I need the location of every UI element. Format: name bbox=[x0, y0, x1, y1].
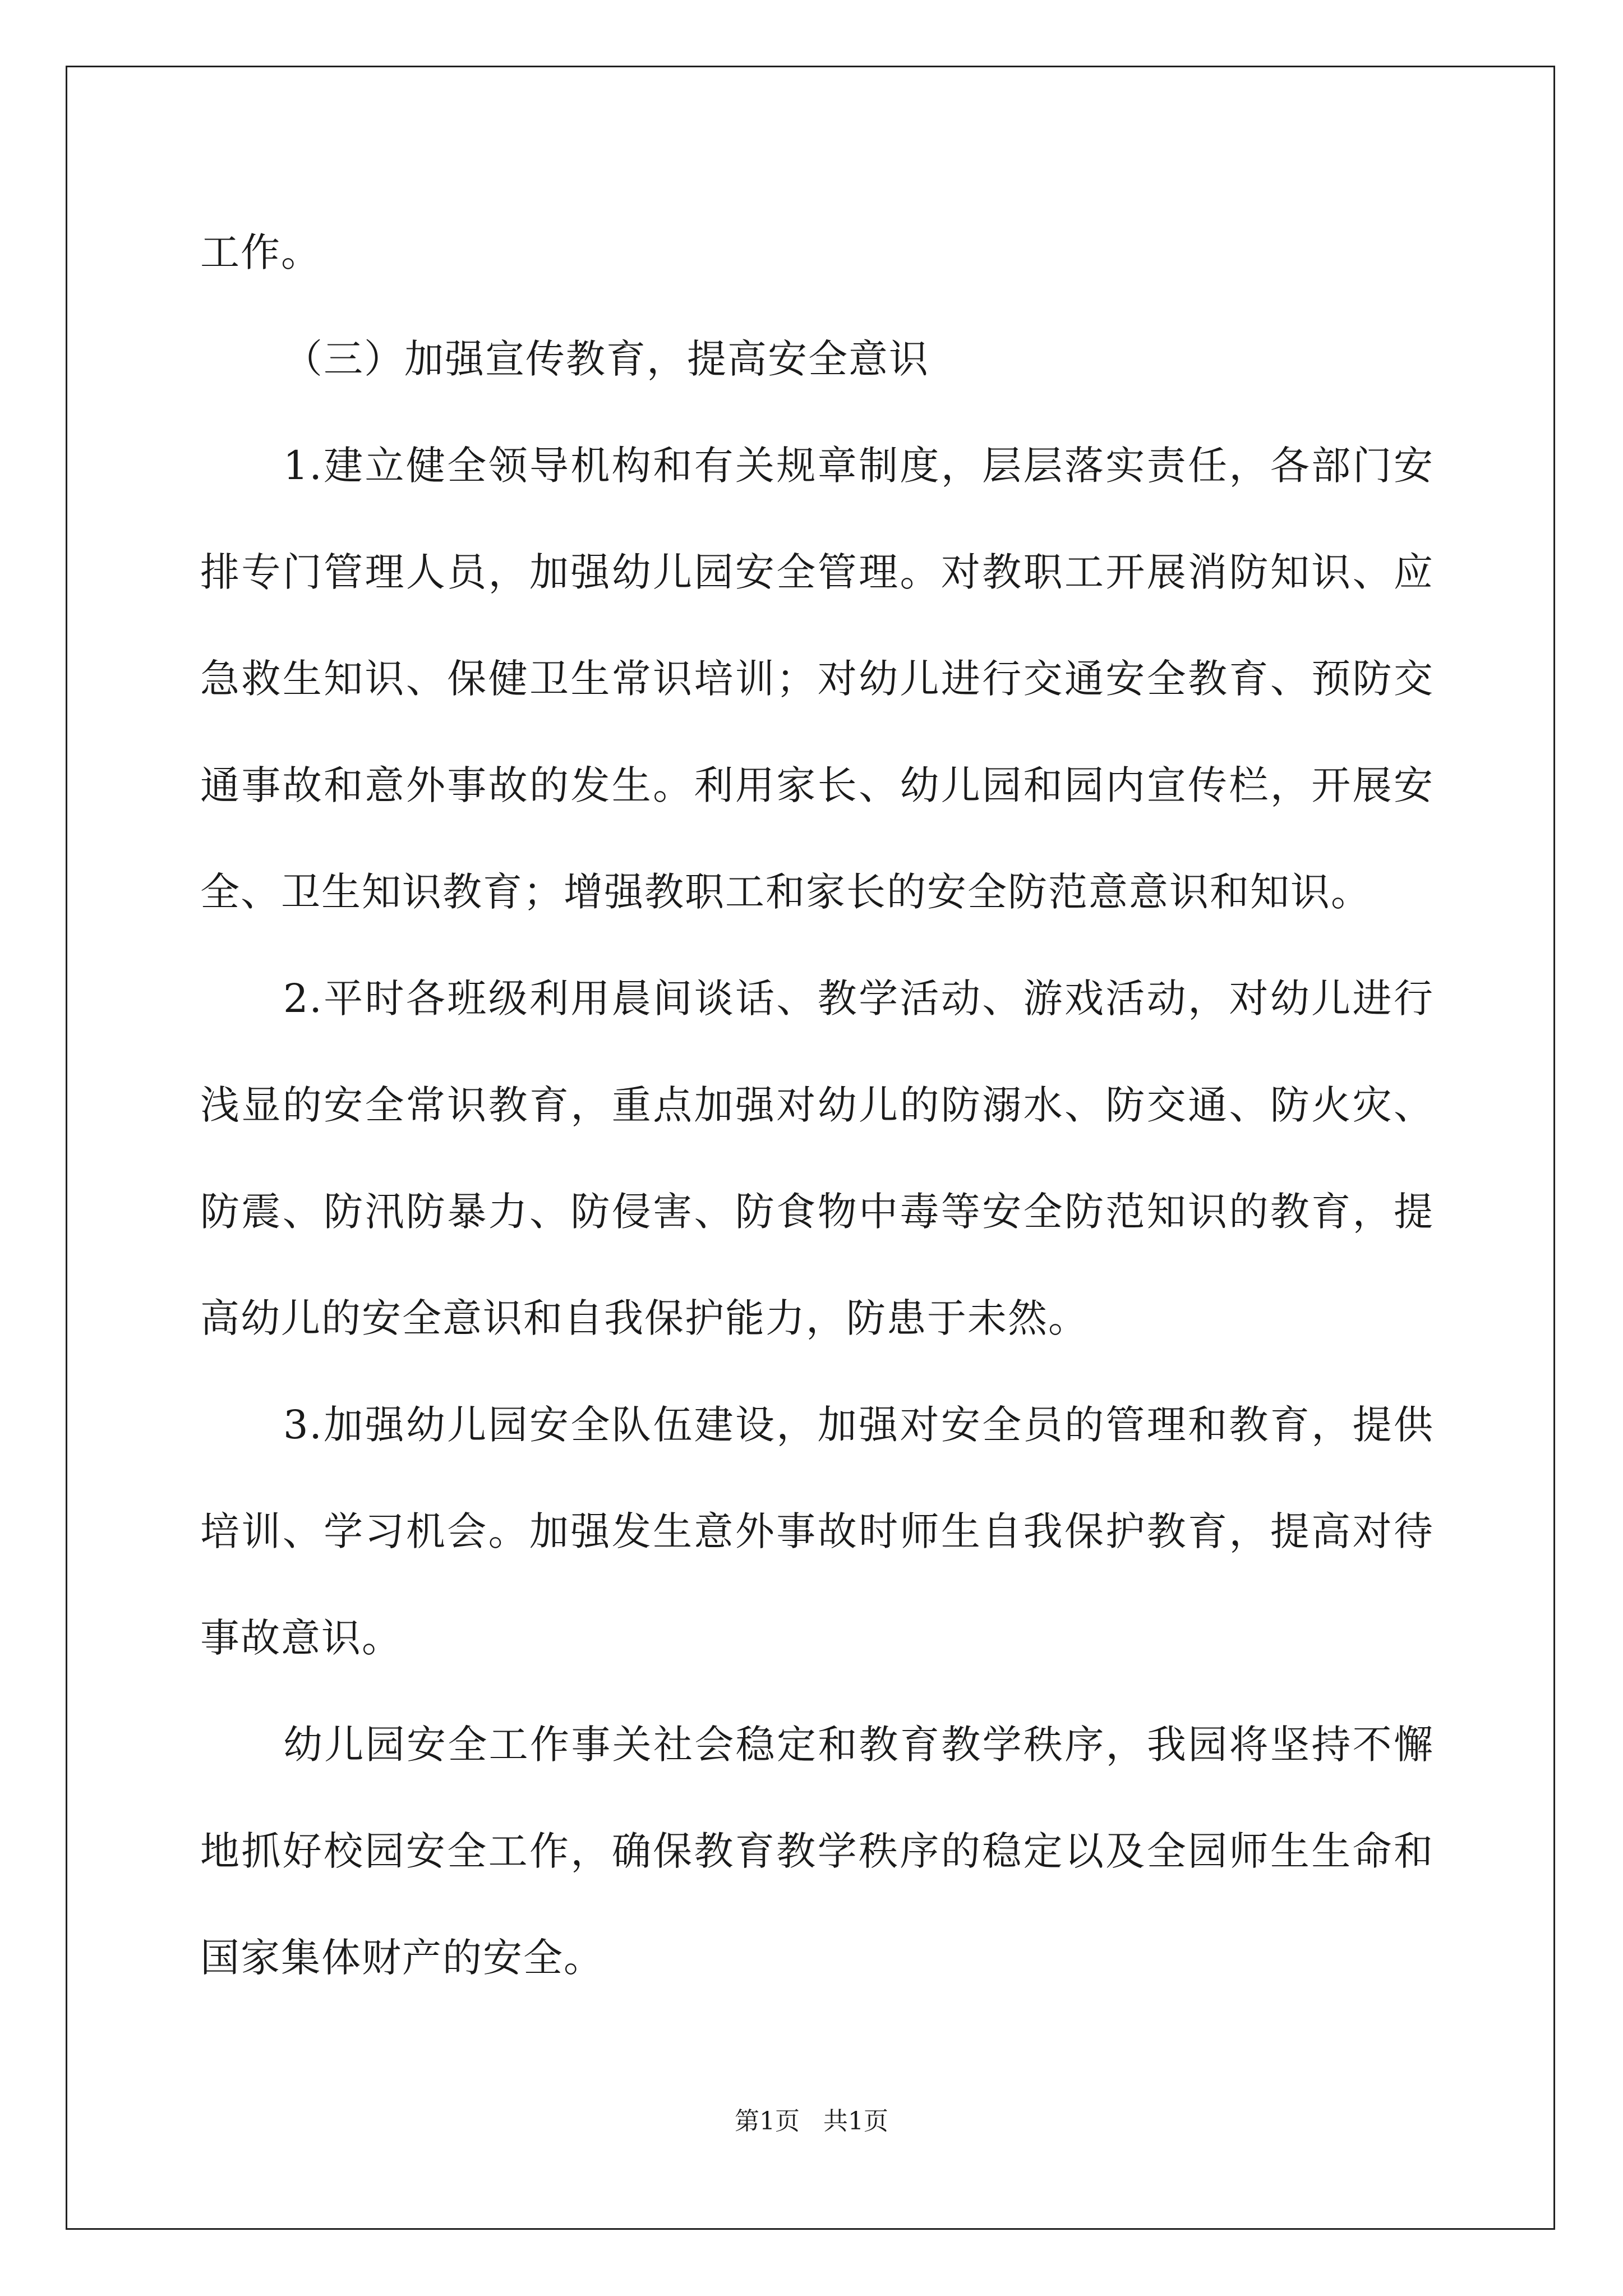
section-heading: （三）加强宣传教育，提高安全意识 bbox=[283, 336, 929, 382]
page-footer bbox=[0, 2101, 1623, 2137]
paragraph: 1.建立健全领导机构和有关规章制度，层层落实责任，各部门安排专门管理人员，加强幼儿园安全管理。对教职工开展消防知识、应急救生知识、保健卫生常识培训；对幼儿进行交通安全教育、预防交通事故和意外事故的发生。利用家长、幼儿园和园内宣传栏，开展安全、卫生知识教育；增强教职工和家长的安全防范意意识和知识。 bbox=[200, 443, 1434, 915]
paragraph: 2.平时各班级利用晨间谈话、教学活动、游戏活动，对幼儿进行浅显的安全常识教育，重点加强对幼儿的防溺水、防交通、防火灾、防震、防汛防暴力、防侵害、防食物中毒等安全防范知识的教育，提高幼儿的安全意识和自我保护能力，防患于未然。 bbox=[200, 976, 1434, 1341]
page-total: 共1页 bbox=[823, 2107, 888, 2136]
page-number: 第1页 bbox=[735, 2107, 800, 2136]
paragraph: 幼儿园安全工作事关社会稳定和教育教学秩序，我园将坚持不懈地抓好校园安全工作，确保教育教学秩序的稳定以及全园师生生命和国家集体财产的安全。 bbox=[200, 1722, 1434, 1981]
document-body bbox=[200, 199, 1434, 2011]
paragraph: 3.加强幼儿园安全队伍建设，加强对安全员的管理和教育，提供培训、学习机会。加强发生意外事故时师生自我保护教育，提高对待事故意识。 bbox=[200, 1402, 1434, 1661]
footer-gap bbox=[800, 2107, 823, 2136]
paragraph: 工作。 bbox=[200, 229, 321, 275]
